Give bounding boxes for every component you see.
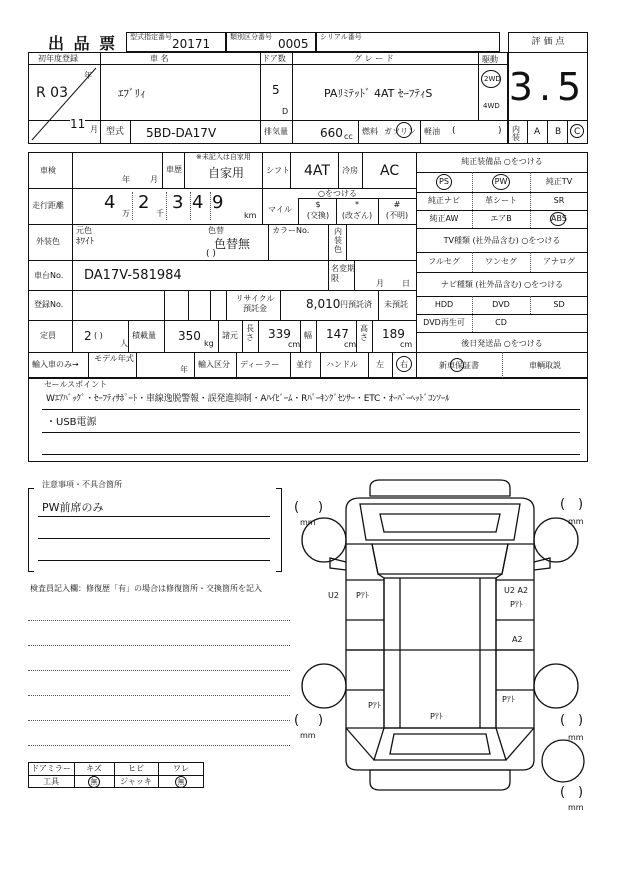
length-label: 長さ — [246, 324, 254, 342]
mileage-mark-note: ○をつける — [318, 189, 357, 198]
jack-circle — [175, 776, 187, 788]
mileage-man: 万 — [122, 209, 130, 218]
class-number: 0005 — [278, 37, 309, 51]
equip-navi: 純正ナビ — [428, 196, 460, 205]
load-value: 350 — [178, 329, 201, 343]
interior-a: A — [534, 127, 541, 137]
equip-abs-circle — [550, 212, 566, 226]
equip-ps: PS — [439, 177, 449, 186]
equip-pw: PW — [494, 177, 508, 186]
mileage-tamper-label: (改ざん) — [341, 211, 373, 220]
later-shipment-title: 後日発送品 ○をつける — [461, 339, 543, 348]
damage-rear-right-patch: Pｱﾄ — [502, 695, 515, 704]
grade-label: グ レ ー ド — [354, 54, 394, 63]
mileage-label: 走行距離 — [32, 201, 64, 210]
tread-rr-open: ( — [560, 713, 566, 728]
equip-aw: 純正AW — [429, 214, 459, 223]
capacity-label: 定員 — [40, 331, 56, 340]
history-value: 自家用 — [208, 166, 245, 180]
name-change-month-unit: 月 — [376, 279, 384, 288]
tv-type-title: TV種類 (社外品含む) ○をつける — [443, 236, 561, 245]
mileage-unknown-label: (不明) — [385, 211, 409, 220]
class-number-label: 類別区分番号 — [230, 33, 272, 41]
doors-value: 5 — [272, 83, 280, 97]
mileage-swap-mark: $ — [315, 200, 321, 209]
fuel-paren-close: ) — [498, 126, 502, 136]
drive-4wd: 4WD — [483, 102, 500, 110]
damage-rear-left-patch: Pｱﾄ — [368, 701, 381, 710]
damage-right-a2: A2 — [512, 635, 523, 644]
equip-pw-circle — [492, 174, 510, 190]
sales-point-label: セールスポイント — [44, 380, 108, 389]
shift-label: シフト — [266, 166, 290, 175]
height-unit: cm — [400, 340, 413, 349]
serial-label: シリアル番号 — [320, 33, 362, 41]
name-change-day-unit: 日 — [402, 279, 410, 288]
equip-sr: SR — [553, 196, 565, 205]
recycle-unpaid: 未預託 — [384, 300, 408, 309]
legend-mirror: ドアミラー — [31, 764, 71, 773]
damage-right-patch: Pｱﾄ — [510, 600, 523, 609]
vehicle-manual: 車輌取説 — [529, 361, 561, 370]
tread-rr-close: ) — [578, 713, 584, 728]
capacity-paren: ( ) — [94, 331, 103, 340]
mileage-digit-2: 2 — [138, 192, 150, 213]
color-change-paren: ( ) — [206, 249, 216, 259]
color-number-label: カラーNo. — [272, 226, 310, 235]
legend-tools-value: 無 — [90, 778, 98, 786]
drive-2wd: 2WD — [484, 75, 501, 83]
first-reg-label: 初年度登録 — [38, 54, 78, 63]
sales-point-line-2: ・USB電源 — [46, 417, 97, 428]
equip-airbag: エアB — [490, 214, 512, 223]
interior-label: 内装 — [512, 125, 520, 142]
inspector-note: 検査員記入欄：修復歴「有」の場合は修復箇所・交換箇所を記入 — [30, 584, 262, 593]
spare-tire-icon — [538, 733, 588, 786]
tread-spare-open: ( — [560, 785, 566, 800]
mileage-km: km — [244, 211, 257, 220]
tools-circle — [88, 776, 100, 788]
displacement-unit: cc — [344, 132, 353, 141]
equipment-title: 純正装備品 ○をつける — [461, 157, 543, 166]
damage-rear-center-patch: Pｱﾄ — [430, 712, 443, 721]
fuel-paren-open: ( — [452, 126, 456, 136]
handle-right: 右 — [400, 360, 408, 369]
drive-2wd-circle — [481, 70, 501, 88]
tread-spare-close: ) — [578, 785, 584, 800]
recycle-label: リサイクル預託金 — [235, 294, 275, 313]
notes-label: 注意事項・不具合箇所 — [42, 480, 122, 489]
tread-rr-unit: mm — [568, 733, 584, 742]
registration-label: 登録No. — [34, 300, 64, 309]
displacement-label: 排気量 — [264, 127, 288, 136]
inspection-month-unit: 月 — [150, 175, 158, 184]
tv-fullseg: フルセグ — [428, 257, 460, 266]
mileage-unknown-mark: # — [393, 200, 401, 209]
import-type-label: 輸入区分 — [198, 360, 230, 369]
doors-d: D — [282, 107, 289, 116]
width-unit: cm — [344, 340, 357, 349]
mileage-digit-5: 9 — [212, 192, 224, 213]
reg-month: 11 — [70, 117, 86, 131]
equip-ps-circle — [436, 174, 452, 190]
handle-left: 左 — [376, 360, 384, 369]
mileage-digit-4: 4 — [192, 192, 204, 213]
width-value: 147 — [326, 327, 349, 341]
import-only-label: 輸入車のみ→ — [32, 360, 79, 369]
exterior-color-label: 外装色 — [36, 237, 60, 246]
shift-value: 4AT — [304, 163, 330, 179]
tv-oneseg: ワンセグ — [485, 257, 517, 266]
equip-abs: ABS — [551, 214, 567, 223]
doors-label: ドア数 — [262, 54, 286, 63]
tread-rl-open: ( — [294, 713, 300, 728]
handle-label: ハンドル — [326, 360, 358, 369]
reg-era: R 03 — [36, 85, 68, 101]
sales-point-box — [28, 378, 588, 462]
legend-scratch: キズ — [86, 764, 102, 773]
inspection-label: 車検 — [40, 166, 56, 175]
dvd-player: DVD再生可 — [423, 318, 465, 327]
drive-label: 駆動 — [482, 55, 498, 64]
displacement-value: 660 — [320, 126, 343, 140]
history-label: 車歴 — [166, 165, 182, 174]
reg-year-unit: 年 — [84, 71, 92, 80]
interior-color-label: 内装色 — [334, 227, 342, 254]
legend-jack: ジャッキ — [120, 777, 152, 786]
new-car-warranty: 新車保証書 — [439, 361, 479, 370]
tread-spare-unit: mm — [568, 803, 584, 812]
length-unit: cm — [288, 340, 301, 349]
tread-fl-unit: mm — [300, 518, 316, 527]
warranty-circle — [450, 358, 464, 372]
mileage-digit-3: 3 — [172, 192, 184, 213]
model-year-label: モデル年式 — [94, 354, 134, 363]
chassis-label: 車台No. — [34, 271, 64, 280]
car-name-label: 車 名 — [150, 54, 169, 63]
load-unit: kg — [204, 339, 214, 348]
model-year-unit: 年 — [180, 365, 188, 374]
tread-fr-close: ) — [578, 497, 584, 512]
interior-b: B — [555, 127, 562, 137]
name-change-label: 名変期限 — [331, 264, 355, 283]
capacity-value: 2 — [84, 329, 92, 343]
damage-left-patch: Pｱﾄ — [356, 591, 369, 600]
inspection-year-unit: 年 — [122, 175, 130, 184]
chassis-value: DA17V-581984 — [84, 268, 182, 283]
form-title: 出 品 票 — [48, 34, 118, 53]
length-value: 339 — [268, 327, 291, 341]
evaluation-label: 評 価 点 — [531, 37, 565, 47]
dims-label: 諸元 — [222, 331, 238, 340]
car-name: ｴﾌﾞﾘｨ — [118, 87, 146, 100]
import-dealer: ディーラー — [240, 360, 280, 369]
tread-fl-close: ) — [318, 500, 324, 515]
mileage-swap-label: (交換) — [306, 211, 330, 220]
equip-tv: 純正TV — [545, 177, 573, 186]
navi-sd: SD — [553, 300, 565, 309]
fuel-diesel: 軽油 — [424, 127, 440, 136]
load-label: 積載量 — [132, 331, 156, 340]
model-label: 型式 — [106, 127, 125, 137]
import-parallel: 並行 — [296, 360, 312, 369]
navi-dvd: DVD — [492, 300, 510, 309]
form-number-label: 型式指定番号 — [130, 33, 172, 41]
capacity-unit: 人 — [120, 339, 128, 348]
height-label: 高さ — [360, 324, 368, 342]
tread-fl-open: ( — [294, 500, 300, 515]
notes-line-1: PW前席のみ — [42, 501, 104, 514]
handle-right-circle — [396, 356, 412, 372]
tv-analog: アナログ — [543, 257, 575, 266]
tread-fr-unit: mm — [568, 517, 584, 526]
legend-jack-value: 無 — [177, 778, 185, 786]
tread-rl-unit: mm — [300, 731, 316, 740]
cd-player: CD — [495, 318, 507, 327]
mileage-tamper-mark: * — [355, 200, 359, 209]
fuel-gasoline: ガソリン — [384, 127, 416, 136]
original-color-value: ﾎﾜｲﾄ — [76, 237, 95, 247]
evaluation-score: 3.5 — [508, 65, 588, 109]
mileage-digit-1: 4 — [104, 192, 116, 213]
tread-rl-close: ) — [318, 713, 324, 728]
mileage-mile: マイル — [268, 205, 292, 214]
ac-value: AC — [380, 163, 400, 179]
form-number: 20171 — [172, 37, 211, 51]
damage-right-u2-a2: U2 A2 — [504, 586, 529, 595]
legend-crack: ヒビ — [128, 764, 144, 773]
model-value: 5BD-DA17V — [146, 126, 217, 140]
recycle-unit: 円預託済 — [340, 300, 372, 309]
legend-break: ワレ — [173, 764, 189, 773]
grade-value: PAﾘﾐﾃｯﾄﾞ 4AT ｾｰﾌﾃｨS — [324, 87, 433, 100]
height-value: 189 — [382, 327, 405, 341]
tread-fr-open: ( — [560, 497, 566, 512]
recycle-value: 8,010 — [306, 297, 341, 311]
interior-c: C — [574, 127, 581, 137]
color-change-value: 色替無 — [214, 237, 251, 251]
equip-leather: 革シート — [485, 196, 517, 205]
width-label: 幅 — [304, 331, 312, 340]
sales-point-line-1: Wｴｱﾊﾞｯｸﾞ・ｾｰﾌﾃｨｻﾎﾟｰﾄ・車線逸脱警報・誤発進抑制・Aﾊｲﾋﾞｰﾑ・Rﾊﾟｰｷﾝｸﾞｾﾝｻｰ・ETC・ｵｰﾊﾞｰﾍｯﾄﾞｺﾝｿｰﾙ — [46, 394, 450, 404]
interior-c-circle — [570, 124, 584, 138]
navi-hdd: HDD — [434, 300, 454, 309]
color-change-label: 色替 — [208, 226, 224, 235]
fuel-gasoline-circle — [396, 122, 412, 138]
legend-tools: 工具 — [43, 777, 59, 786]
history-note: ※未記入は自家用 — [196, 153, 251, 161]
fuel-label: 燃料 — [362, 127, 378, 136]
mileage-sen: 千 — [156, 209, 164, 218]
damage-left-u2: U2 — [328, 591, 339, 600]
original-color-label: 元色 — [76, 226, 92, 235]
ac-label: 冷房 — [342, 166, 358, 175]
reg-month-unit: 月 — [90, 125, 98, 134]
navi-type-title: ナビ種類 (社外品含む) ○をつける — [440, 280, 564, 289]
